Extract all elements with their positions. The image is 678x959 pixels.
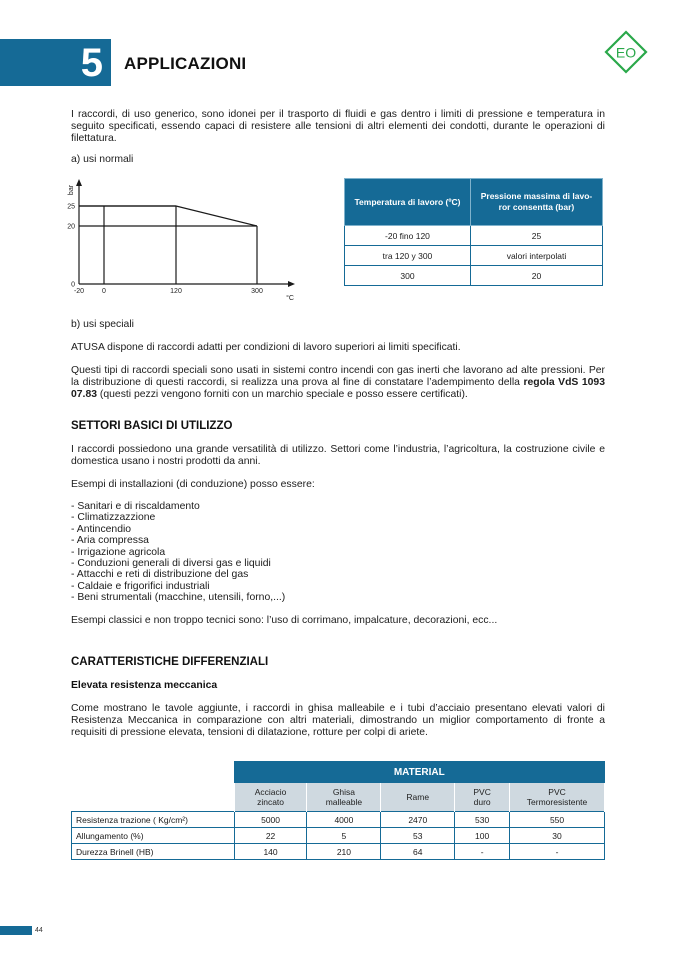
list-item: - Beni strumentali (macchine, utensili, forno,...) — [71, 592, 286, 604]
eo-logo-icon — [604, 30, 648, 74]
column-header: Acciacio zincato — [234, 783, 307, 812]
table-row — [72, 844, 605, 860]
table-row — [345, 266, 603, 286]
column-header: PVC duro — [455, 783, 510, 812]
y-tick-label: 20 — [67, 223, 75, 231]
list-item: - Antincendio — [71, 523, 132, 535]
table-cell: valori interpolati — [470, 246, 602, 266]
logo-text: EO — [615, 44, 637, 61]
list-item: - Climatizzazzione — [71, 512, 156, 524]
row-label: Resistenza trazione ( Kg/cm²) — [72, 812, 235, 828]
table-cell: - — [455, 844, 510, 860]
installations-list — [71, 501, 285, 604]
table-cell: 22 — [234, 828, 307, 844]
y-axis-label: bar — [68, 184, 75, 196]
table-cell: - — [510, 844, 605, 860]
list-item: - Conduzioni generali di diversi gas e liquidi — [71, 558, 271, 570]
pressure-table — [344, 178, 603, 286]
table-cell: 100 — [455, 828, 510, 844]
column-header: Ghisa malleable — [307, 783, 381, 812]
list-item: - Sanitari e di riscaldamento — [71, 501, 200, 512]
table-cell: 140 — [234, 844, 307, 860]
footer-bar — [0, 926, 32, 935]
table-cell: 530 — [455, 812, 510, 828]
caratteristiche-subheading: Elevata resistenza meccanica — [71, 680, 218, 691]
intro-paragraph: I raccordi, di uso generico, sono idonei per il trasporto di fluidi e gas dentro i limiti di pressione e temperatura in seguito specificati, essendo capaci di resistere alle tensioni di altri elementi dei condotti, durante le operazioni di filettatura. — [71, 109, 605, 144]
settori-heading: SETTORI BASICI DI UTILIZZO — [71, 420, 233, 432]
page-number: 44 — [35, 927, 43, 934]
chapter-number: 5 — [80, 41, 103, 85]
pressure-table-header-temp: Temperatura di lavoro (ºC) — [345, 179, 471, 226]
x-tick-label: -20 — [73, 288, 85, 295]
series-line — [79, 206, 257, 226]
list-item: - Attacchi e reti di distribuzione del gas — [71, 569, 249, 581]
x-axis-label: °C — [286, 295, 294, 302]
y-tick-label: 25 — [67, 203, 75, 211]
table-cell: 20 — [470, 266, 602, 286]
table-cell: 25 — [470, 226, 602, 246]
caratteristiche-paragraph: Come mostrano le tavole aggiunte, i raccordi in ghisa malleabile e i tubi d’acciaio presentano elevati valori di Resistenza Meccanica in comparazione con altri materiali, dimostrando un miglior comportamento di fronte a requisiti di pressione elevata, tensioni di dilatazione, rotture per colpi di ariete. — [71, 703, 605, 738]
vds-rule: regola VdS 1093 07.83 — [71, 377, 605, 400]
usi-normali-label: a) usi normali — [71, 154, 134, 165]
chapter-number-box — [0, 39, 111, 86]
table-cell: 5 — [307, 828, 381, 844]
material-group-header: MATERIAL — [234, 762, 604, 783]
column-header: PVC Termoresistente — [510, 783, 605, 812]
list-item: - Irrigazione agricola — [71, 546, 166, 558]
table-row — [345, 226, 603, 246]
list-item: - Aria compressa — [71, 535, 149, 547]
settori-paragraph: I raccordi possiedono una grande versatilità di utilizzo. Settori come l’industria, l’agricoltura, la costruzione civile e domestica usano i nostri prodotti da anni. — [71, 444, 605, 467]
table-cell: 4000 — [307, 812, 381, 828]
usi-speciali-label: b) usi speciali — [71, 319, 134, 330]
chapter-title: APPLICAZIONI — [124, 54, 247, 73]
y-axis-arrow-icon — [76, 179, 82, 186]
table-cell: 210 — [307, 844, 381, 860]
caratteristiche-heading: CARATTERISTICHE DIFFERENZIALI — [71, 656, 269, 668]
pressure-table-header-pressure: Pressione massima di lavo- ror consentta (bar) — [470, 179, 602, 226]
column-header: Rame — [381, 783, 455, 812]
x-tick-label: 300 — [251, 288, 263, 295]
row-label: Durezza Brinell (HB) — [72, 844, 235, 860]
special-paragraph-1: ATUSA dispone di raccordi adatti per condizioni di lavoro superiori ai limiti specificati. — [71, 342, 461, 353]
table-cell: -20 fino 120 — [345, 226, 471, 246]
material-table — [71, 761, 605, 860]
pressure-temperature-chart — [60, 170, 300, 310]
table-row — [345, 246, 603, 266]
settori-classic-examples: Esempi classici e non troppo tecnici sono: l’uso di corrimano, impalcature, decorazioni, ecc... — [71, 615, 498, 626]
table-row — [72, 828, 605, 844]
list-item: - Caldaie e frigorifici industriali — [71, 580, 210, 592]
special-paragraph-2: Questi tipi di raccordi speciali sono usati in sistemi contro incendi con gas inerti che lavorano ad alte pressioni. Per la distribuzione di questi raccordi, si realizza una prova al fine di constatare l’adempimento della regola VdS 1093 07.83 (questi pezzi vengono forniti con un marchio speciale e posso essere certificati). — [71, 365, 605, 400]
table-cell: tra 120 y 300 — [345, 246, 471, 266]
x-axis-arrow-icon — [288, 281, 295, 287]
table-cell: 30 — [510, 828, 605, 844]
settori-examples-intro: Esempi di installazioni (di conduzione) posso essere: — [71, 479, 315, 490]
table-cell: 53 — [381, 828, 455, 844]
table-cell: 64 — [381, 844, 455, 860]
table-row — [72, 812, 605, 828]
x-tick-label: 0 — [102, 288, 106, 295]
x-tick-label: 120 — [170, 288, 182, 295]
table-cell: 5000 — [234, 812, 307, 828]
table-cell: 300 — [345, 266, 471, 286]
table-cell: 550 — [510, 812, 605, 828]
y-tick-label: 0 — [71, 281, 75, 289]
table-cell: 2470 — [381, 812, 455, 828]
row-label: Allungamento (%) — [72, 828, 235, 844]
